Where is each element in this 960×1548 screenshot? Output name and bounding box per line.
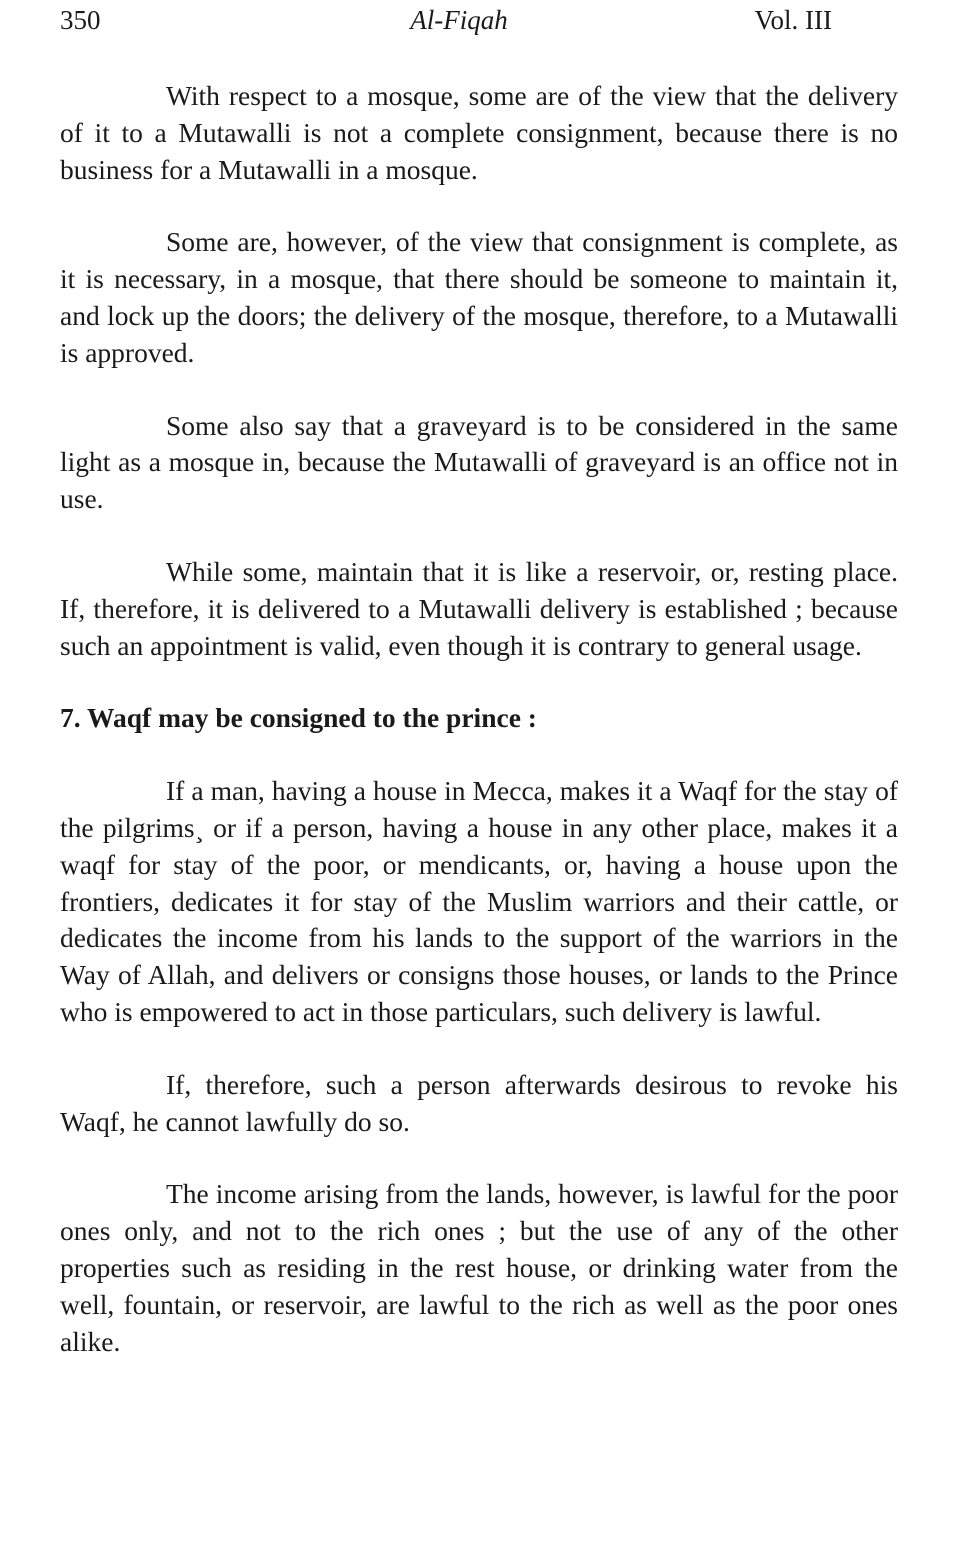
book-page [60, 0, 898, 1396]
book-title: Al-Fiqah [410, 5, 508, 35]
paragraph: If a man, having a house in Mecca, makes it a Waqf for the stay of the pilgrims¸ or if a person, having a house in any other place, makes it a waqf for stay of the poor, or mendicants, or, having a house upon the frontiers, dedicates it for stay of the Muslim warriors and their cattle, or dedicates the income from his lands to the support of the warriors in the Way of Allah, and delivers or consigns those houses, or lands to the Prince who is empowered to act in those particulars, such delivery is lawful. [60, 775, 898, 1027]
paragraph: Some also say that a graveyard is to be considered in the same light as a mosque in, because the Mutawalli of graveyard is an office not in use. [60, 409, 898, 515]
paragraph: The income arising from the lands, however, is lawful for the poor ones only, and not to the rich ones ; but the use of any of the other properties such as residing in the rest house, or drinking water from the well, fountain, or reservoir, are lawful to the rich as well as the poor ones alike. [60, 1178, 898, 1357]
running-header [60, 0, 898, 44]
paragraph: Some are, however, of the view that consignment is complete, as it is necessary, in a mosque, that there should be someone to maintain it, and lock up the doors; the delivery of the mosque, therefore, to a Mutawalli is approved. [60, 226, 898, 368]
section-heading: 7. Waqf may be consigned to the prince : [60, 702, 537, 734]
paragraph: While some, maintain that it is like a reservoir, or, resting place. If, therefore, it is delivered to a Mutawalli delivery is established ; because such an appointment is valid, even though it is contrary to general usage. [60, 555, 898, 661]
page-number: 350 [60, 5, 101, 35]
paragraph: With respect to a mosque, some are of the view that the delivery of it to a Mutawalli is not a complete consignment, because there is no business for a Mutawalli in a mosque. [60, 80, 898, 185]
body-text [60, 78, 898, 1360]
volume-label: Vol. III [754, 5, 832, 35]
paragraph: If, therefore, such a person afterwards desirous to revoke his Waqf, he cannot lawfully do so. [60, 1068, 898, 1137]
